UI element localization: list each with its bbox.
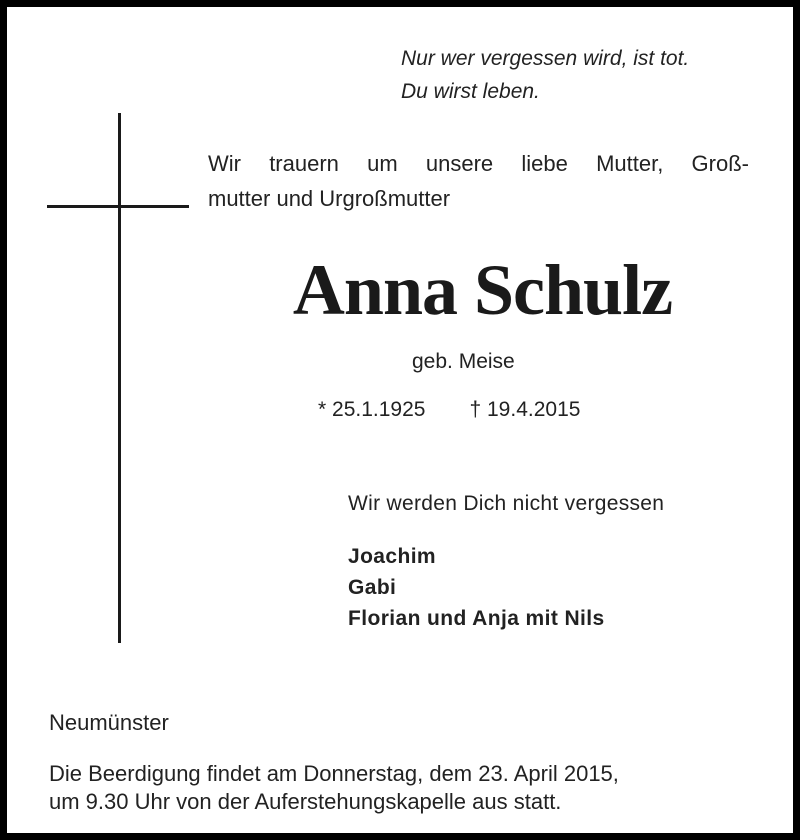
epitaph-line-1: Nur wer vergessen wird, ist tot. bbox=[401, 47, 690, 70]
maiden-name: geb. Meise bbox=[412, 350, 515, 373]
mourner: Joachim bbox=[348, 545, 436, 568]
mourner: Florian und Anja mit Nils bbox=[348, 607, 605, 630]
deceased-name: Anna Schulz bbox=[292, 250, 673, 330]
intro-line-2: mutter und Urgroßmutter bbox=[208, 186, 451, 211]
remembrance-line: Wir werden Dich nicht vergessen bbox=[348, 492, 665, 515]
epitaph-line-2: Du wirst leben. bbox=[401, 80, 540, 103]
intro-line-1: Wir trauern um unsere liebe Mutter, Groß- bbox=[208, 151, 749, 176]
birth-star-icon: * bbox=[318, 398, 327, 421]
death-dagger-icon: † bbox=[469, 398, 482, 421]
death-date: 19.4.2015 bbox=[487, 398, 581, 421]
mourning-intro bbox=[208, 146, 749, 216]
mourners-list bbox=[348, 541, 605, 634]
funeral-line-2: um 9.30 Uhr von der Auferstehungskapelle aus statt. bbox=[49, 789, 562, 814]
funeral-line-1: Die Beerdigung findet am Donnerstag, dem 23. April 2015, bbox=[49, 761, 619, 786]
funeral-details bbox=[49, 760, 619, 816]
obituary-notice bbox=[7, 7, 793, 833]
epitaph-quote bbox=[401, 42, 689, 108]
life-dates bbox=[318, 397, 580, 423]
mourner: Gabi bbox=[348, 576, 397, 599]
cross-icon-horizontal-bar bbox=[47, 205, 189, 208]
birth-date: 25.1.1925 bbox=[332, 398, 426, 421]
place-name: Neumünster bbox=[49, 710, 169, 735]
cross-icon-vertical-bar bbox=[118, 113, 121, 643]
